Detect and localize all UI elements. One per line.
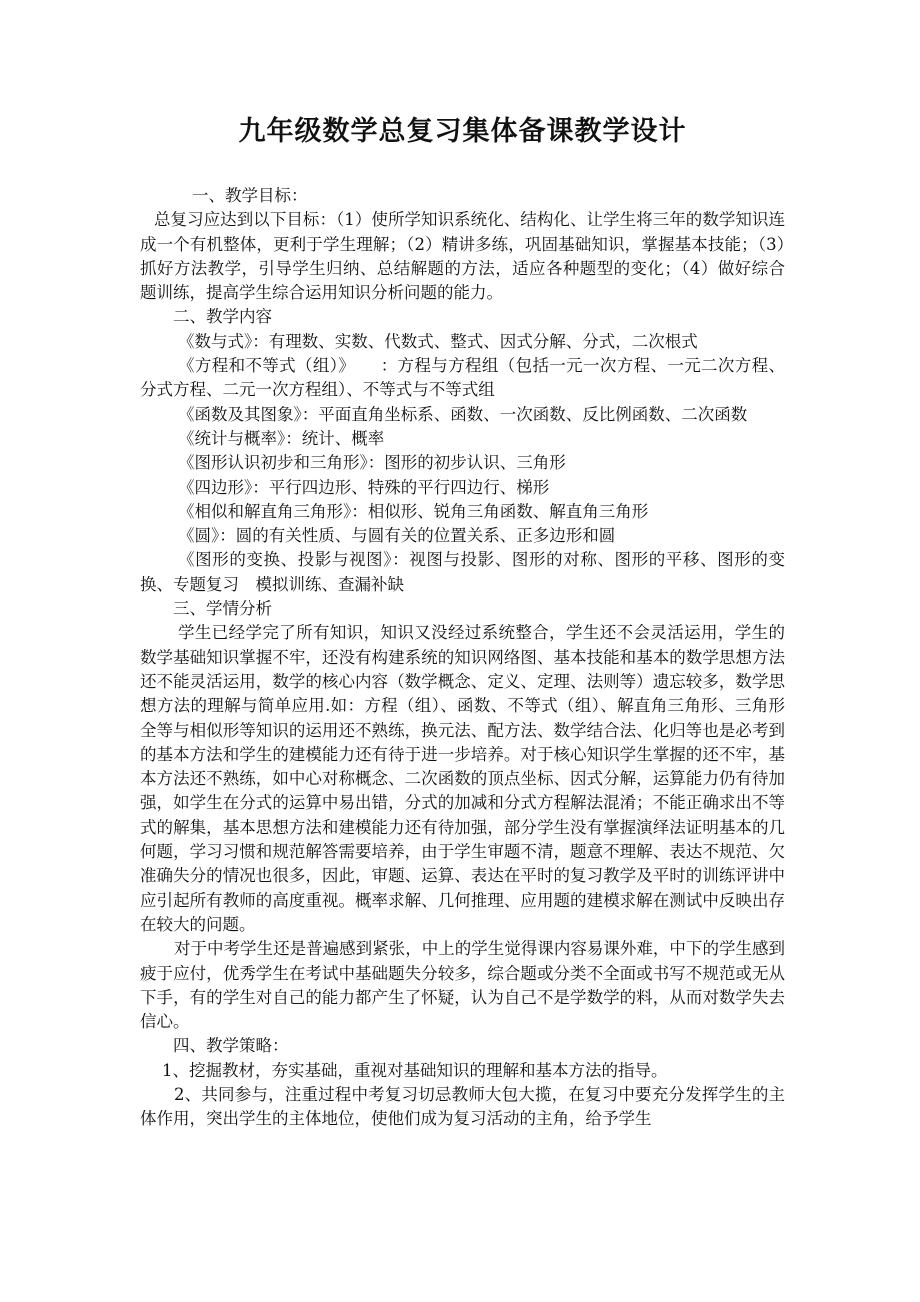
- content-item: 《图形认识初步和三角形》：图形的初步认识、三角形: [178, 453, 566, 473]
- section-heading-goals: 一、教学目标：: [192, 186, 308, 205]
- content-item: 《数与式》：有理数、实数、代数式、整式、因式分解、分式，二次根式: [178, 331, 698, 351]
- analysis-paragraph: 学生已经学完了所有知识，知识又没经过系统整合，学生还不会灵活运用，学生的数学基础知识掌握不牢，还没有构建系统的知识网络图、基本技能和基本的数学思想方法还不能灵活运用，数学的核心内容（数学概念、定义、定理、法则等）遗忘较多，数学思想方法的理解与简单应用.如：方程（组）、函数、不等式（组）、解直角三角形、三角形全等与相似形等知识的运用还不熟练，换元法、配方法、数学结合法、化归等也是必考到的基本方法和学生的建模能力还有待于进一步培养。对于核心知识学生掌握的还不牢，基本方法还不熟练，如中心对称概念、二次函数的顶点坐标、因式分解，运算能力仍有待加强，如学生在分式的运算中易出错，分式的加减和分式方程解法混淆；不能正确求出不等式的解集，基本思想方法和建模能力还有待加强，部分学生没有掌握演绎法证明基本的几何题，学习习惯和规范解答需要培养，由于学生审题不清，题意不理解、表达不规范、欠准确失分的情况也很多，因此，审题、运算、表达在平时的复习教学及平时的训练评讲中应引起所有教师的高度重视。概率求解、几何推理、应用题的建模求解在测试中反映出存在较大的问题。: [140, 623, 785, 934]
- content-item: 《方程和不等式（组）》 ：方程与方程组（包括一元一次方程、一元二次方程、分式方程、二元一次方程组）、不等式与不等式组: [140, 356, 785, 400]
- section-heading-strategy: 四、教学策略：: [173, 1036, 289, 1056]
- content-item: 《图形的变换、投影与视图》：视图与投影、图形的对称、图形的平移、图形的变换、专题复习 模拟训练、查漏补缺: [140, 550, 785, 594]
- content-item: 《统计与概率》：统计、概率: [178, 428, 385, 448]
- document-title: 九年级数学总复习集体备课教学设计: [238, 116, 687, 147]
- content-item: 《四边形》：平行四边形、特殊的平行四边行、梯形: [178, 477, 550, 497]
- content-item: 《函数及其图象》：平面直角坐标系、函数、一次函数、反比例函数、二次函数: [178, 404, 748, 424]
- goals-paragraph: 总复习应达到以下目标：（1）使所学知识系统化、结构化、让学生将三年的数学知识连成一个有机整体，更利于学生理解；（2）精讲多练，巩固基础知识，掌握基本技能；（3）抓好方法教学，引导学生归纳、总结解题的方法，适应各种题型的变化；（4）做好综合题训练，提高学生综合运用知识分析问题的能力。: [140, 210, 785, 303]
- analysis-paragraph: 对于中考学生还是普遍感到紧张，中上的学生觉得课内容易课外难，中下的学生感到疲于应付，优秀学生在考试中基础题失分较多，综合题或分类不全面或书写不规范或无从下手，有的学生对自己的能力都产生了怀疑，认为自己不是学数学的料，从而对数学失去信心。: [140, 939, 785, 1032]
- document-page: [140, 112, 785, 1132]
- strategy-item: 1、挖掘教材，夯实基础，重视对基础知识的理解和基本方法的指导。: [162, 1060, 668, 1080]
- section-heading-analysis: 三、学情分析: [173, 599, 272, 619]
- section-heading-content: 二、教学内容: [173, 307, 272, 327]
- strategy-item: 2、共同参与，注重过程中考复习切忌教师大包大揽，在复习中要充分发挥学生的主体作用，突出学生的主体地位，使他们成为复习活动的主角，给予学生: [140, 1084, 785, 1129]
- content-item: 《相似和解直角三角形》：相似形、锐角三角函数、解直角三角形: [178, 501, 649, 521]
- content-item: 《圆》：圆的有关性质、与圆有关的位置关系、正多边形和圆: [178, 526, 616, 546]
